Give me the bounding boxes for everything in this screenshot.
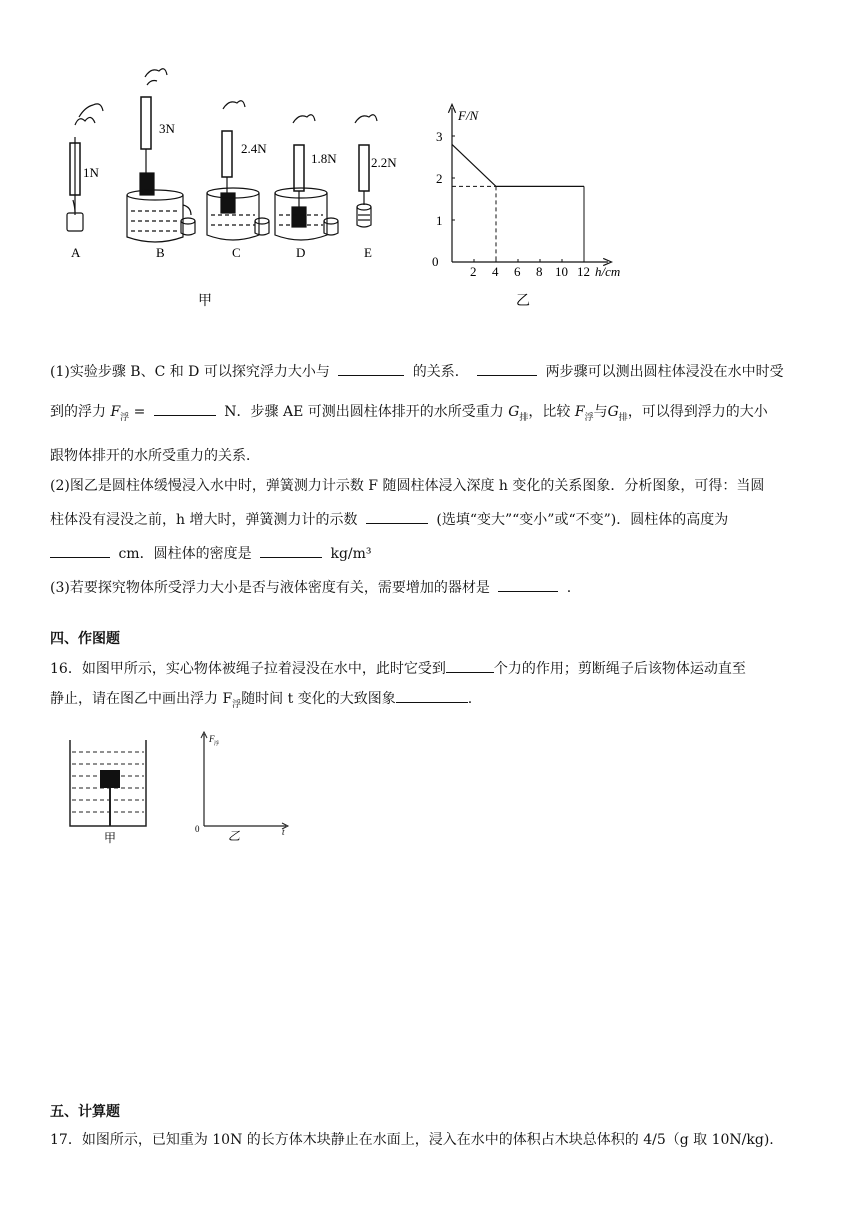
q16-line2 (50, 684, 810, 720)
q16-text: . (467, 691, 473, 707)
answer-blank[interactable] (260, 541, 322, 558)
q15-text: ，比较 (528, 404, 571, 420)
q15-text: ，可以得到浮力的大小 (627, 404, 768, 420)
solid-block (100, 770, 120, 788)
q16-axis-f-sub: 浮 (214, 742, 220, 747)
y-tick-label: 1 (436, 213, 443, 228)
x-axis-label: h/cm (595, 264, 621, 279)
step-label-e: E (364, 245, 372, 260)
step-c-apparatus (207, 101, 269, 240)
subscript-pai: 排 (519, 412, 529, 423)
q16-text: 个力的作用；剪断绳子后该物体运动直至 (493, 661, 746, 677)
subscript-fu: 浮 (232, 699, 242, 710)
force-depth-line (452, 144, 584, 186)
subscript-fu: 浮 (584, 412, 594, 423)
answer-blank[interactable] (446, 656, 494, 673)
q15-text: 与 (593, 404, 608, 420)
q15-text: N．步骤 AE 可测出圆柱体排开的水所受重力 (224, 404, 504, 420)
x-tick-label: 10 (555, 264, 568, 279)
x-tick-label: 8 (536, 264, 543, 279)
q15-text: 跟物体排开的水所受重力的关系． (50, 447, 260, 464)
y-tick-label: 2 (436, 171, 443, 186)
q15-text: (3)若要探究物体所受浮力大小是否与液体密度有关，需要增加的器材是 (50, 579, 490, 596)
figure-jia-caption: 甲 (198, 294, 212, 309)
x-tick-label: 6 (514, 264, 521, 279)
q16-text: 静止，请在图乙中画出浮力 F (50, 691, 233, 707)
y-tick-label: 3 (436, 129, 443, 144)
q16-text: 16．如图甲所示，实心物体被绳子拉着浸没在水中，此时它受到 (50, 661, 446, 677)
step-label-a: A (71, 245, 81, 260)
q16-axis-f: F (209, 734, 215, 744)
q16-fig-yi-caption: 乙 (228, 829, 241, 843)
q16-fig-jia-caption: 甲 (104, 831, 117, 845)
q16-origin: 0 (195, 824, 200, 834)
q15-part1-line1 (50, 357, 810, 387)
q15-text: kg/m³ (330, 545, 372, 562)
x-tick-label: 4 (492, 264, 499, 279)
q15-text: 到的浮力 (50, 404, 106, 420)
q15-text: . (566, 579, 572, 596)
q15-part1-line3 (50, 441, 810, 471)
section-title-drawing: 四、作图题 (50, 631, 120, 647)
q15-part2-line2 (50, 505, 810, 535)
q17-text: 17．如图所示，已知重为 10N 的长方体木块静止在水面上，浸入在水中的体积占木块总体积的 4/5（g 取 10N/kg). (50, 1132, 774, 1148)
q16-text: 随时间 t 变化的大致图象 (241, 691, 396, 707)
q15-text: 两步骤可以测出圆柱体浸没在水中时受 (545, 364, 784, 380)
symbol-g: G (508, 404, 520, 420)
step-e-apparatus (355, 115, 377, 227)
reading-c: 2.4N (241, 141, 267, 156)
q15-part2-line1 (50, 471, 810, 501)
q15-part2-line3 (50, 539, 810, 569)
q16-axis-t: t (282, 827, 285, 837)
answer-blank[interactable] (366, 507, 428, 524)
q16-block (50, 654, 810, 720)
origin-label: 0 (432, 254, 439, 269)
step-label-c: C (232, 245, 241, 260)
equals-sign: = (133, 404, 146, 420)
symbol-f: F (574, 404, 585, 420)
x-tick-label: 12 (577, 264, 590, 279)
figure-jia-experiment (55, 65, 415, 315)
subscript-pai: 排 (618, 412, 628, 423)
symbol-g: G (607, 404, 619, 420)
q15-part3 (50, 573, 810, 603)
x-tick-label: 2 (470, 264, 477, 279)
q15-text: cm．圆柱体的密度是 (118, 545, 252, 562)
answer-blank[interactable] (338, 359, 404, 376)
answer-blank[interactable] (498, 575, 558, 592)
answer-blank[interactable] (477, 359, 537, 376)
q15-text: 柱体没有浸没之前，h 增大时，弹簧测力计的示数 (50, 511, 358, 528)
y-axis-label: F/N (458, 108, 479, 123)
q15-text: 的关系． (412, 364, 469, 380)
q15-text: (1)实验步骤 B、C 和 D 可以探究浮力大小与 (50, 364, 330, 380)
q17-block (50, 1125, 810, 1155)
reading-e: 2.2N (371, 155, 397, 170)
q16-line1 (50, 654, 810, 684)
section-title-calculation: 五、计算题 (50, 1104, 120, 1120)
q15-block (50, 357, 810, 603)
reading-a: 1N (83, 165, 99, 180)
q15-text: (选填“变大”“变小”或“不变”)．圆柱体的高度为 (436, 511, 729, 528)
step-d-apparatus (275, 115, 338, 240)
subscript-fu: 浮 (120, 412, 130, 423)
q15-text: (2)图乙是圆柱体缓慢浸入水中时，弹簧测力计示数 F 随圆柱体浸入深度 h 变化的关系图象．分析图象，可得：当圆 (50, 477, 765, 494)
step-b-apparatus (127, 69, 195, 242)
answer-blank[interactable] (396, 686, 468, 703)
figure-yi-graph (420, 100, 640, 315)
q16-figure (64, 728, 304, 846)
step-label-d: D (296, 245, 306, 260)
answer-blank[interactable] (154, 399, 216, 416)
symbol-f: F (110, 404, 121, 420)
step-label-b: B (156, 245, 165, 260)
answer-blank[interactable] (50, 541, 110, 558)
q15-part1-line2 (50, 397, 810, 433)
reading-d: 1.8N (311, 151, 337, 166)
figure-yi-caption: 乙 (516, 294, 530, 309)
reading-b: 3N (159, 121, 175, 136)
